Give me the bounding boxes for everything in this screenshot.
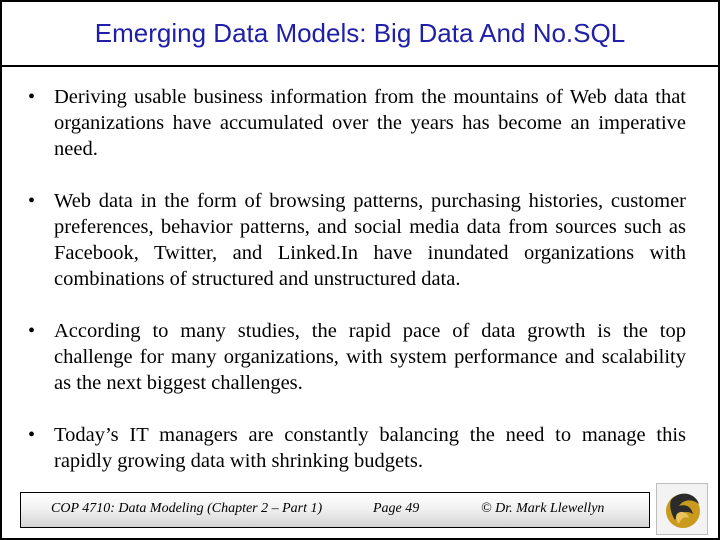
footer-course: COP 4710: Data Modeling (Chapter 2 – Part 1) [51,501,323,516]
bullet-item [24,188,686,292]
footer-page-number: Page 49 [373,501,420,516]
bullet-marker: • [28,86,36,108]
bullet-marker: • [28,190,36,212]
bullet-item [24,422,686,474]
bullet-marker: • [28,320,36,342]
bullet-item [24,84,686,162]
ucf-pegasus-logo-icon [656,483,708,535]
footer-bar [20,492,650,528]
bullet-list [24,84,686,500]
slide-title: Emerging Data Models: Big Data And No.SQL [94,18,626,48]
bullet-item [24,318,686,396]
bullet-text: Today’s IT managers are constantly balancing the need to manage this rapidly growing data with shrinking budgets. [54,424,686,472]
title-box [2,2,718,67]
pegasus-logo-graphic [657,484,707,534]
bullet-text: Web data in the form of browsing patterns, purchasing histories, customer preferences, behavior patterns, and social media data from sources such as Facebook, Twitter, and Linked.In have inundated organizations with combinations of structured and unstructured data. [54,190,686,290]
bullet-marker: • [28,424,36,446]
bullet-text: Deriving usable business information from the mountains of Web data that organizations have accumulated over the years has become an imperative need. [54,86,686,160]
bullet-text: According to many studies, the rapid pace of data growth is the top challenge for many organizations, with system performance and scalability as the next biggest challenges. [54,320,686,394]
footer-author: © Dr. Mark Llewellyn [481,501,605,516]
